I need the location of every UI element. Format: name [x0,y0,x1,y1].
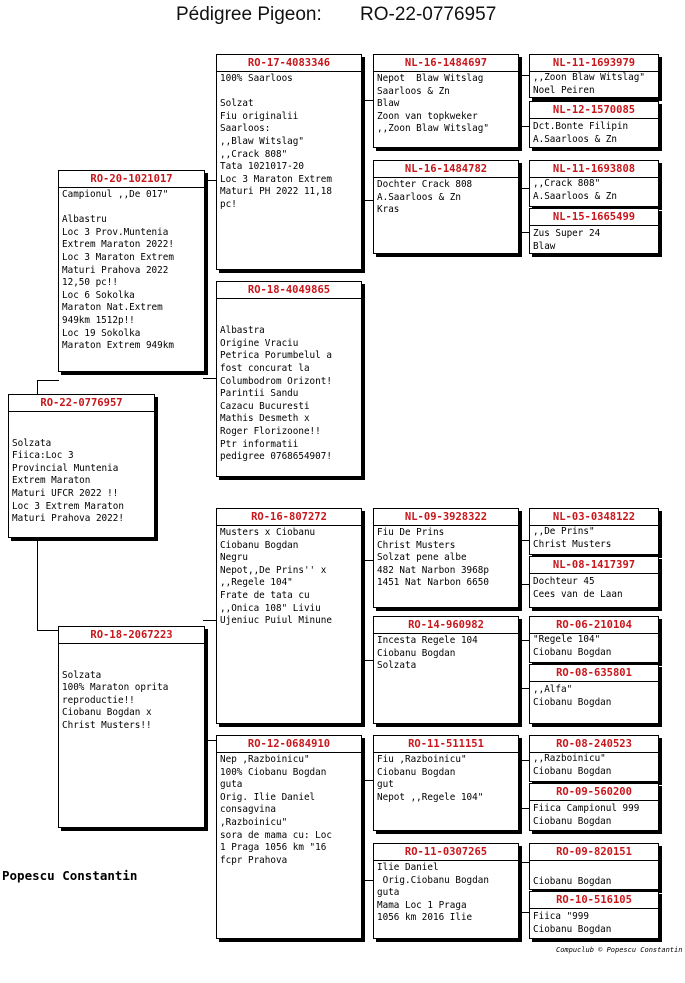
divider [530,118,658,119]
divider [530,860,658,861]
page-header [0,4,685,28]
footer-credit: Compuclub © Popescu Constantin [556,946,683,954]
divider [374,177,518,178]
ring-number: RO-14-960982 [408,619,484,631]
pigeon-card-gen4[interactable] [529,208,659,254]
pigeon-card-ds-sire[interactable] [373,508,519,608]
ring-number: NL-09-3928322 [404,511,488,523]
ring-number: RO-10-516105 [556,894,632,906]
ring-number: NL-12-1570085 [552,104,636,116]
pigeon-description: Ilie Daniel Orig.Ciobanu Bogdan guta Mama Loc 1 Praga 1056 km 2016 Ilie [377,862,489,924]
owner-name: Popescu Constantin [2,868,138,883]
pigeon-card-gen4[interactable] [529,664,659,724]
pigeon-description: ,,Razboinicu" Ciobanu Bogdan [533,753,612,777]
ring-number: RO-22-0776957 [40,397,123,409]
ring-number: NL-16-1484697 [404,57,488,69]
divider [59,187,204,188]
ring-number: RO-08-240523 [556,738,632,750]
ring-number: RO-11-511151 [408,738,484,750]
pigeon-description: ,,Alfa" Ciobanu Bogdan [533,684,612,708]
pigeon-description: Musters x Ciobanu Ciobanu Bogdan Negru Nepot,,De Prins'' x ,,Regele 104" Frate de tata cu ,,Onica 108" Liviu Ujeniuc Puiul Minune [220,527,332,627]
pigeon-description: Ciobanu Bogdan [533,875,612,887]
pigeon-card-gen4[interactable] [529,616,659,663]
ring-number: RO-20-1021017 [90,173,173,185]
connector-line [37,538,38,630]
divider [217,71,361,72]
pigeon-description: 100% Saarloos Solzat Fiu originalii Saarloos: ,,Blaw Witslag" ,,Crack 808" Tata 1021017-20 Loc 3 Maraton Extrem Maturi PH 2022 11,18 pc! [220,73,332,210]
pigeon-card-dam-dam[interactable] [216,735,362,939]
pigeon-description: Fiica Campionul 999 Ciobanu Bogdan [533,803,640,827]
divider [374,525,518,526]
pigeon-description: Solzata Fiica:Loc 3 Provincial Muntenia Extrem Maraton Maturi UFCR 2022 !! Loc 3 Extrem Maraton Maturi Prahova 2022! [12,437,124,525]
pigeon-description: Zus Super 24 Blaw [533,228,601,252]
pigeon-description: Solzata 100% Maraton oprita reproductie!! Ciobanu Bogdan x Christ Musters!! [62,669,169,731]
pigeon-card-gen4[interactable] [529,783,659,831]
pigeon-card-dd-sire[interactable] [373,735,519,831]
divider [530,908,658,909]
pigeon-description: "Regele 104" Ciobanu Bogdan [533,634,612,658]
connector-line [203,740,217,741]
pigeon-card-gen4[interactable] [529,160,659,207]
connector-line [37,630,59,631]
ring-number: NL-11-1693808 [552,163,636,175]
pigeon-card-sire[interactable] [58,170,205,372]
divider [530,800,658,801]
ring-number: NL-03-0348122 [552,511,636,523]
divider [530,225,658,226]
connector-line [203,378,217,379]
pigeon-card-dam-sire[interactable] [216,508,362,724]
connector-line [37,380,59,381]
pigeon-card-sire-sire[interactable] [216,54,362,270]
pigeon-card-ss-sire[interactable] [373,54,519,148]
ring-number: RO-09-560200 [556,786,632,798]
pigeon-description: Fiu De Prins Christ Musters Solzat pene albe 482 Nat Narbon 3968p 1451 Nat Narbon 6650 [377,527,489,589]
header-ring-number: RO-22-0776957 [360,4,497,25]
pigeon-description: Campionul ,,De 017" Albastru Loc 3 Prov.Muntenia Extrem Maraton 2022! Loc 3 Maraton Extrem Maturi Prahova 2022 12,50 pc!! Loc 6 Sokolka Maraton Nat.Extrem 949km 1512p!! Loc 19 Sokolka Maraton Extrem 949km [62,189,174,352]
pigeon-card-gen4[interactable] [529,843,659,890]
ring-number: RO-18-2067223 [90,629,173,641]
header-label: Pédigree Pigeon: [176,4,322,25]
pigeon-description: Albastra Origine Vraciu Petrica Porumbelul a fost concurat la Columbodrom Orizont! Parintii Sandu Cazacu Bucuresti Mathis Desmeth x Roger Florizoone!! Ptr informatii pedigree 0768654907! [220,325,332,463]
pigeon-description: Fiica "999 Ciobanu Bogdan [533,911,612,935]
pigeon-card-dd-dam[interactable] [373,843,519,939]
pigeon-description: Nep ,Razboinicu" 100% Ciobanu Bogdan guta Orig. Ilie Daniel consagvina ,Razboinicu" sora de mama cu: Loc 1 Praga 1056 km "16 fcpr Prahova [220,754,332,866]
ring-number: NL-11-1693979 [552,57,636,69]
divider [59,643,204,644]
ring-number: RO-12-0684910 [247,738,331,750]
divider [217,298,361,299]
divider [374,71,518,72]
divider [374,752,518,753]
divider [530,681,658,682]
pigeon-card-ds-dam[interactable] [373,616,519,724]
pigeon-card-gen4[interactable] [529,556,659,608]
divider [530,573,658,574]
pigeon-card-dam[interactable] [58,626,205,828]
ring-number: RO-06-210104 [556,619,632,631]
pigeon-card-subject[interactable] [8,394,155,538]
pigeon-card-gen4[interactable] [529,508,659,555]
pigeon-description: Dochter Crack 808 A.Saarloos & Zn Kras [377,179,473,216]
pigeon-description: Dochteur 45 Cees van de Laan [533,576,623,600]
divider [374,860,518,861]
pigeon-card-gen4[interactable] [529,101,659,148]
pigeon-card-gen4[interactable] [529,891,659,939]
ring-number: NL-15-1665499 [552,211,636,223]
ring-number: RO-09-820151 [556,846,632,858]
pigeon-card-gen4[interactable] [529,54,659,98]
divider [217,525,361,526]
divider [217,752,361,753]
ring-number: NL-08-1417397 [552,559,636,571]
ring-number: RO-17-4083346 [247,57,331,69]
ring-number: RO-11-0307265 [404,846,488,858]
pigeon-card-sire-dam[interactable] [216,281,362,477]
connector-line [203,180,217,181]
divider [9,411,154,412]
pigeon-description: Nepot Blaw Witslag Saarloos & Zn Blaw Zoon van topkweker ,,Zoon Blaw Witslag" [377,73,489,135]
pigeon-card-gen4[interactable] [529,735,659,782]
ring-number: RO-18-4049865 [247,284,331,296]
ring-number: RO-08-635801 [556,667,632,679]
pigeon-card-ss-dam[interactable] [373,160,519,254]
pigeon-description: ,,Crack 808" A.Saarloos & Zn [533,178,617,202]
pigeon-description: Dct.Bonte Filipin A.Saarloos & Zn [533,121,629,145]
divider [374,633,518,634]
pigeon-description: ,,De Prins" Christ Musters [533,526,612,550]
pigeon-description: Fiu ,Razboinicu" Ciobanu Bogdan gut Nepot ,,Regele 104" [377,754,484,803]
connector-line [37,380,38,394]
pigeon-description: ,,Zoon Blaw Witslag" Noel Peiren [533,72,645,96]
ring-number: RO-16-807272 [251,511,327,523]
pigeon-description: Incesta Regele 104 Ciobanu Bogdan Solzata [377,635,478,672]
ring-number: NL-16-1484782 [404,163,488,175]
connector-line [203,620,217,621]
